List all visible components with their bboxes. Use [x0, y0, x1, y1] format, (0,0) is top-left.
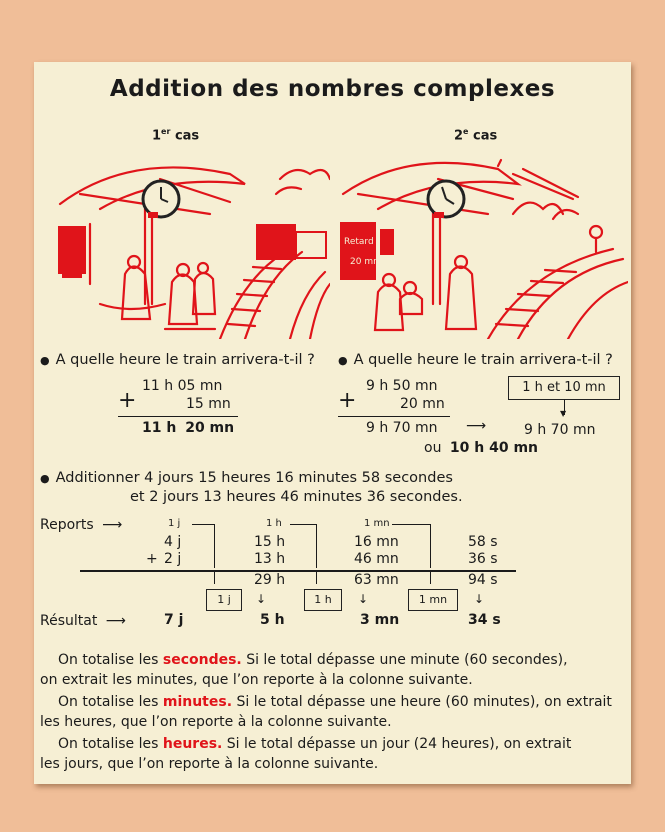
case2-heading: [454, 127, 497, 143]
page-title: Addition des nombres complexes: [109, 76, 556, 102]
carry-line-hours: [316, 524, 317, 568]
calc2-final: 10 h 40 mn: [449, 440, 539, 456]
arrow-down-days-icon: ↓: [256, 592, 267, 606]
row1-seconds: 58 s: [468, 534, 498, 550]
carry-box-hours: 1 h: [304, 589, 342, 611]
arrow-down-hours-icon: ↓: [358, 592, 369, 606]
result-hours: 5 h: [260, 612, 285, 628]
calc2-final-line: [424, 440, 538, 456]
sum-seconds: 94 s: [468, 572, 498, 588]
result-label-text: Résultat: [40, 613, 98, 629]
calc1-line2: 15 mn: [186, 396, 231, 412]
reports-label: [40, 517, 122, 533]
sum-hours: 29 h: [254, 572, 286, 588]
carry-days: 1 j: [168, 518, 181, 529]
box-link-days: [214, 570, 215, 584]
row2-days: 2 j: [164, 551, 182, 567]
calc2-converted: 9 h 70 mn: [524, 422, 596, 438]
calc1-line1: 11 h 05 mn: [142, 378, 223, 394]
calc1-plus: +: [118, 388, 137, 413]
calc1-result: [142, 420, 234, 436]
reports-arrow-icon: ⟶: [102, 517, 123, 533]
problem-line2: et 2 jours 13 heures 46 minutes 36 secondes.: [130, 489, 463, 505]
problem-line1: [40, 470, 453, 486]
explanation-seconds-line2: on extrait les minutes, que l’on reporte à la colonne suivante.: [40, 672, 473, 688]
question-case2: [338, 352, 613, 368]
carry-minutes: 1 mn: [364, 518, 390, 529]
sum-minutes: 63 mn: [354, 572, 399, 588]
case1-heading: [152, 127, 199, 143]
row1-minutes: 16 mn: [354, 534, 399, 550]
problem-line1-text: Additionner 4 jours 15 heures 16 minutes 58 secondes: [55, 470, 453, 486]
calc1-result-hours: 11 h: [142, 420, 177, 436]
result-minutes: 3 mn: [360, 612, 400, 628]
bullet-icon: ●: [40, 354, 50, 367]
result-seconds: 34 s: [468, 612, 501, 628]
calc2-result: 9 h 70 mn: [366, 420, 438, 436]
explanation-hours-line1: On totalise les heures. Si le total dépasse un jour (24 heures), on extrait: [58, 736, 572, 752]
calc2-line2: 20 mn: [400, 396, 445, 412]
delay-sign-line2: 20 mn: [350, 257, 379, 267]
keyword-minutes: minutes.: [162, 694, 233, 710]
bullet-icon: ●: [40, 472, 50, 485]
carry-box-days: 1 j: [206, 589, 242, 611]
question-text-2: A quelle heure le train arrivera-t-il ?: [353, 352, 613, 368]
calc2-plus: +: [338, 388, 357, 413]
calc2-rule: [338, 416, 450, 417]
result-arrow-icon: ⟶: [105, 613, 126, 629]
calc2-line1: 9 h 50 mn: [366, 378, 438, 394]
carry-box-minutes: 1 mn: [408, 589, 458, 611]
explanation-hours: [40, 734, 571, 774]
carry-line-minutes-top: [392, 524, 430, 525]
row2-seconds: 36 s: [468, 551, 498, 567]
question-text-1: A quelle heure le train arrivera-t-il ?: [55, 352, 315, 368]
arrow-down-minutes-icon: ↓: [474, 592, 485, 606]
carry-hours: 1 h: [266, 518, 282, 529]
calc2-or: ou: [424, 440, 442, 456]
box-link-minutes: [430, 570, 431, 584]
keyword-hours: heures.: [162, 736, 223, 752]
case2-word: cas: [473, 128, 498, 144]
calc1-rule: [118, 416, 238, 417]
illustration-train-station-1: [40, 154, 330, 339]
carry-line-hours-top: [290, 524, 316, 525]
calc1-result-minutes: 20 mn: [185, 420, 235, 436]
case1-number: 1: [152, 128, 162, 144]
row1-days: 4 j: [164, 534, 182, 550]
row2-plus: +: [146, 551, 158, 567]
explanation-seconds-line1: On totalise les secondes. Si le total dépasse une minute (60 secondes),: [58, 652, 568, 668]
calc2-carry-box: 1 h et 10 mn: [508, 376, 620, 400]
bullet-icon: ●: [338, 354, 348, 367]
explanation-minutes-line1: On totalise les minutes. Si le total dépasse une heure (60 minutes), on extrait: [58, 694, 612, 710]
explanation-minutes: [40, 692, 612, 732]
case1-word: cas: [174, 128, 200, 144]
calc2-arrow-icon: ⟶: [466, 418, 487, 434]
carry-line-days: [214, 524, 215, 568]
row2-minutes: 46 mn: [354, 551, 399, 567]
result-label: [40, 613, 126, 629]
box-link-hours: [316, 570, 317, 584]
carry-line-days-top: [192, 524, 214, 525]
result-days: 7 j: [164, 612, 184, 628]
calc2-arrow-down-icon: ▼: [560, 409, 567, 418]
case2-sup: e: [463, 127, 469, 136]
explanation-seconds: [40, 650, 568, 690]
carry-line-minutes: [430, 524, 431, 568]
illustration-train-station-2: [338, 154, 628, 339]
table-sum-rule: [80, 570, 516, 572]
textbook-page: [34, 62, 631, 784]
case2-number: 2: [454, 128, 464, 144]
question-case1: [40, 352, 315, 368]
explanation-hours-line2: les jours, que l’on reporte à la colonne suivante.: [40, 756, 379, 772]
row2-hours: 13 h: [254, 551, 286, 567]
row1-hours: 15 h: [254, 534, 286, 550]
delay-sign-line1: Retard: [344, 237, 374, 247]
keyword-seconds: secondes.: [162, 652, 242, 668]
reports-label-text: Reports: [40, 517, 94, 533]
case1-sup: er: [161, 127, 171, 136]
explanation-minutes-line2: les heures, que l’on reporte à la colonne suivante.: [40, 714, 392, 730]
